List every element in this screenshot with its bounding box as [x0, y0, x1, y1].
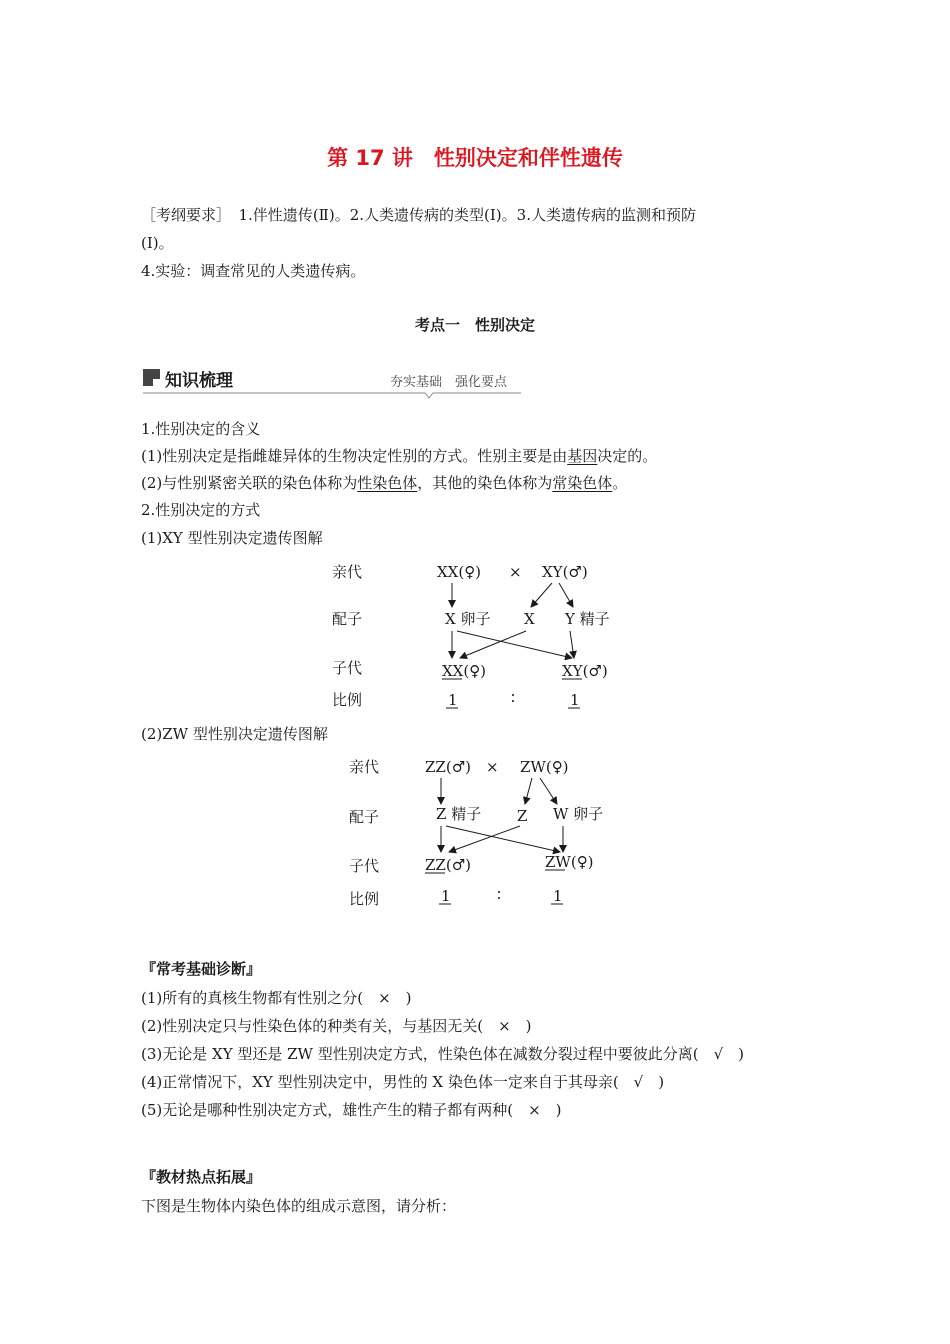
xy-gamete-x: X — [524, 610, 535, 628]
p2-end: 决定的。 — [597, 447, 658, 465]
diagnosis-item: (4)正常情况下，XY 型性别决定中，男性的 X 染色体一定来自于其母亲( √ ) — [141, 1073, 665, 1091]
p2-text: (1)性别决定是指雌雄异体的生物决定性别的方式。性别主要是由 — [141, 447, 568, 465]
zw-gamete-z: Z — [517, 807, 528, 825]
zw-label-ratio: 比例 — [349, 890, 380, 908]
content-p3 — [141, 473, 627, 493]
expansion-text: 下图是生物体内染色体的组成示意图，请分析： — [141, 1197, 457, 1215]
zw-inheritance-diagram — [335, 752, 635, 917]
xy-arrow-male-x — [531, 583, 552, 607]
p3-text: (2)与性别紧密关联的染色体称为 — [141, 474, 358, 492]
content-p4: 2.性别决定的方式 — [141, 501, 261, 519]
xy-arrow-y-male — [570, 631, 574, 658]
header-divider — [143, 392, 523, 402]
zw-arrow-z-male — [449, 826, 520, 852]
zw-arrow-sperm-female — [446, 826, 560, 852]
zw-gamete-w: W 卵子 — [553, 805, 604, 823]
content-p5: (1)XY 型性别决定遗传图解 — [141, 529, 323, 547]
zw-child-female: ZW(♀) — [545, 853, 594, 871]
zw-label-parent: 亲代 — [349, 758, 380, 776]
xy-label-gamete: 配子 — [332, 610, 363, 628]
xy-child-female: XX(♀) — [442, 662, 487, 680]
zw-arrow-female-w — [540, 778, 557, 804]
zw-child-male: ZZ(♂) — [425, 856, 471, 874]
section-title: 考点一 性别决定 — [414, 316, 535, 334]
page-title: 第 17 讲 性别决定和伴性遗传 — [327, 146, 623, 170]
zw-arrow-female-z — [525, 778, 532, 804]
content-p6: (2)ZW 型性别决定遗传图解 — [141, 725, 328, 743]
zw-parent-male: ZZ(♂) — [425, 758, 471, 776]
requirements-line-1: ［考纲要求］ 1.伴性遗传(Ⅱ)。2.人类遗传病的类型(Ⅰ)。3.人类遗传病的监测和预防 — [141, 206, 696, 224]
zw-label-gamete: 配子 — [349, 808, 380, 826]
xy-label-child: 子代 — [332, 659, 363, 677]
xy-child-male: XY(♂) — [562, 662, 608, 680]
xy-cross-sign: × — [509, 563, 522, 581]
xy-label-ratio: 比例 — [332, 691, 363, 709]
knowledge-header-title: 知识梳理 — [165, 371, 233, 391]
expansion-header: 『教材热点拓展』 — [141, 1168, 262, 1186]
diagnosis-item: (2)性别决定只与性染色体的种类有关，与基因无关( × ) — [141, 1017, 532, 1035]
diagnosis-item: (3)无论是 XY 型还是 ZW 型性别决定方式，性染色体在减数分裂过程中要彼此分离( √ ) — [141, 1045, 745, 1063]
p2-answer: 基因 — [567, 447, 598, 465]
zw-ratio-sep: ∶ — [497, 886, 501, 904]
xy-ratio-sep: ∶ — [511, 689, 515, 707]
p3-end: 。 — [612, 474, 628, 492]
zw-label-child: 子代 — [349, 857, 380, 875]
diagnosis-item: (5)无论是哪种性别决定方式，雄性产生的精子都有两种( × ) — [141, 1101, 562, 1119]
xy-label-parent: 亲代 — [332, 563, 363, 581]
xy-ratio-left: 1 — [448, 691, 458, 709]
zw-parent-female: ZW(♀) — [520, 758, 569, 776]
xy-arrow-egg-male — [457, 631, 572, 658]
content-p1: 1.性别决定的含义 — [141, 420, 261, 438]
p3-answer-1: 性染色体 — [357, 474, 418, 492]
diagnosis-item: (1)所有的真核生物都有性别之分( × ) — [141, 989, 412, 1007]
xy-ratio-right: 1 — [570, 691, 580, 709]
content-p2 — [141, 446, 657, 466]
xy-gamete-y: Y 精子 — [565, 610, 610, 628]
zw-ratio-left: 1 — [441, 887, 451, 905]
zw-ratio-right: 1 — [553, 887, 563, 905]
xy-parent-female: XX(♀) — [437, 563, 482, 581]
knowledge-header-subtitle: 夯实基础 强化要点 — [390, 375, 508, 390]
xy-arrow-male-y — [559, 583, 573, 607]
requirements-line-3: 4.实验：调查常见的人类遗传病。 — [141, 262, 366, 280]
zw-gamete-sperm: Z 精子 — [436, 805, 482, 823]
zw-cross-sign: × — [486, 758, 499, 776]
xy-parent-male: XY(♂) — [542, 563, 588, 581]
diagnosis-header: 『常考基础诊断』 — [141, 960, 262, 978]
requirements-line-2: (Ⅰ)。 — [141, 234, 174, 252]
p3-mid: ，其他的染色体称为 — [417, 474, 553, 492]
section-square-icon — [143, 369, 160, 386]
p3-answer-2: 常染色体 — [552, 474, 613, 492]
xy-inheritance-diagram — [320, 555, 640, 720]
xy-gamete-egg: X 卵子 — [445, 610, 491, 628]
